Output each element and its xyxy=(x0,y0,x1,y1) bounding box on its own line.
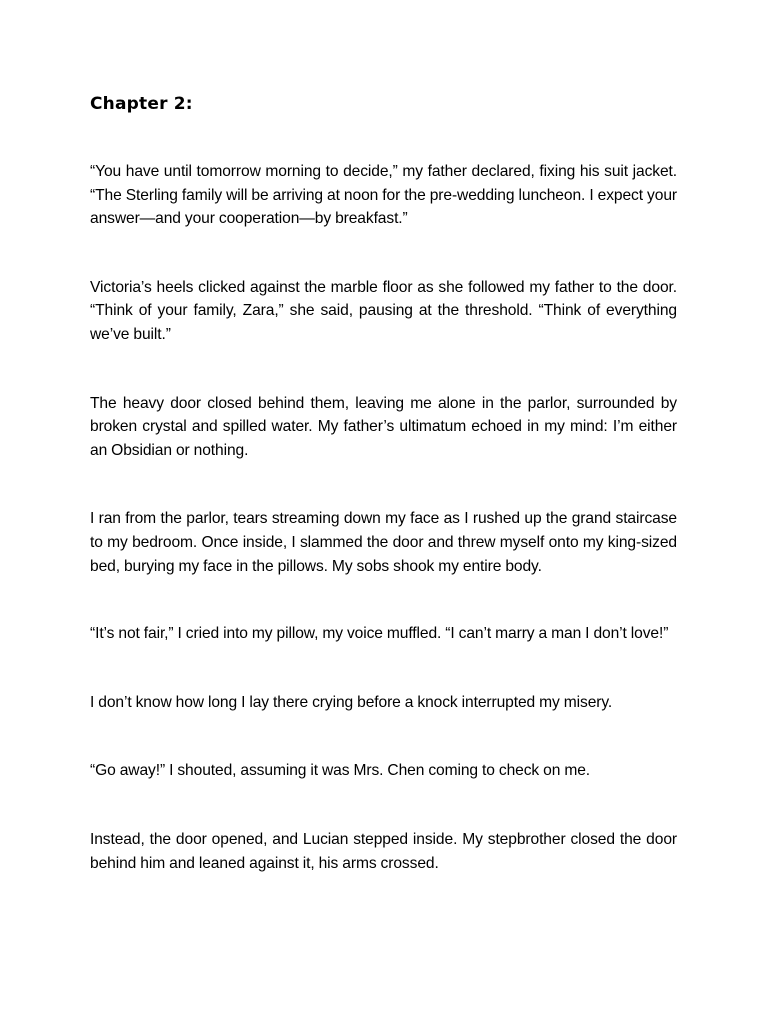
paragraph: I don’t know how long I lay there crying before a knock interrupted my misery. xyxy=(90,693,613,711)
paragraph: I ran from the parlor, tears streaming down my face as I rushed up the grand staircase to my bedroom. Once inside, I slammed the door and threw myself onto my king-sized bed, burying my face in the pillows. My sobs shook my entire body. xyxy=(90,510,677,575)
chapter-title: Chapter 2: xyxy=(90,94,193,114)
paragraph: “It’s not fair,” I cried into my pillow, my voice muffled. “I can’t marry a man I don’t love!” xyxy=(90,625,669,643)
paragraph: “Go away!” I shouted, assuming it was Mrs. Chen coming to check on me. xyxy=(90,762,591,780)
paragraph: Instead, the door opened, and Lucian stepped inside. My stepbrother closed the door behind him and leaned against it, his arms crossed. xyxy=(90,830,677,872)
chapter-body xyxy=(90,160,677,920)
paragraph: Victoria’s heels clicked against the marble floor as she followed my father to the door. “Think of your family, Zara,” she said, pausing at the threshold. “Think of everything we’ve built.” xyxy=(90,278,677,343)
paragraph: The heavy door closed behind them, leaving me alone in the parlor, surrounded by broken crystal and spilled water. My father’s ultimatum echoed in my mind: I’m either an Obsidian or nothing. xyxy=(90,394,677,459)
paragraph: “You have until tomorrow morning to decide,” my father declared, fixing his suit jacket. “The Sterling family will be arriving at noon for the pre-wedding luncheon. I expect your answer—and your cooperation—by breakfast.” xyxy=(90,163,677,228)
